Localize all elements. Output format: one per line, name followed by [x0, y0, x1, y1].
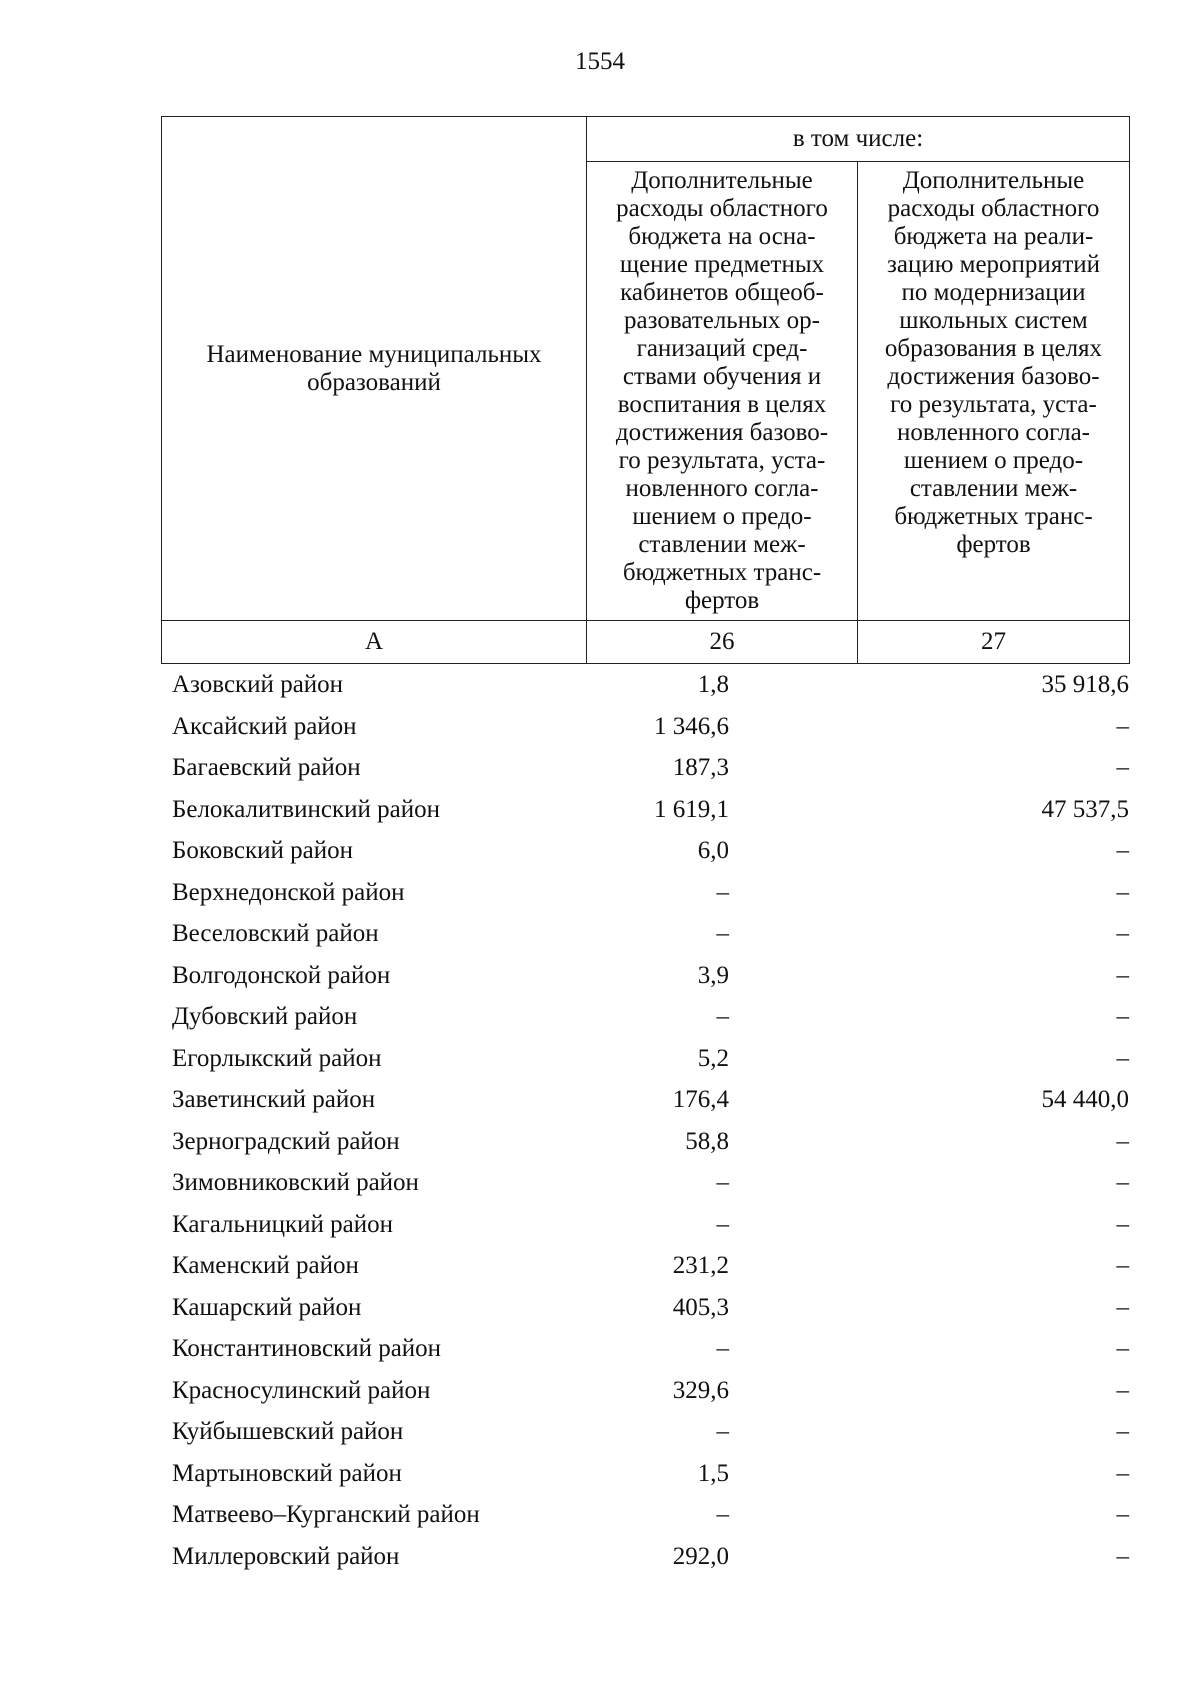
row-value-26: 1,8: [697, 671, 729, 698]
table-row: [161, 1124, 1129, 1166]
table-row: [161, 1207, 1129, 1249]
table-header: [161, 116, 1130, 664]
row-value-26: –: [716, 920, 729, 947]
table-row: [161, 1456, 1129, 1498]
row-value-27: –: [1116, 1335, 1129, 1362]
row-value-26: 405,3: [672, 1293, 729, 1321]
row-name: Азовский район: [172, 671, 344, 698]
column-index-a: А: [162, 621, 587, 664]
row-value-27: –: [1116, 1542, 1129, 1570]
row-value-26: 6,0: [697, 837, 729, 864]
table-row: [161, 958, 1129, 1000]
row-name: Мартыновский район: [172, 1459, 402, 1487]
row-name: Зимовниковский район: [172, 1169, 419, 1196]
row-value-27: –: [1116, 1376, 1129, 1404]
table-row: [161, 1497, 1129, 1539]
table-row: [161, 1331, 1129, 1373]
row-value-26: 3,9: [697, 961, 729, 989]
row-value-27: –: [1116, 1044, 1129, 1072]
row-name: Веселовский район: [172, 920, 379, 947]
row-value-27: –: [1116, 1127, 1129, 1155]
table-row: [161, 833, 1129, 875]
row-value-26: 292,0: [672, 1542, 729, 1570]
row-value-27: –: [1116, 754, 1129, 781]
row-name: Багаевский район: [172, 754, 361, 781]
row-value-26: 176,4: [672, 1086, 729, 1113]
table-row: [161, 792, 1129, 834]
row-name: Заветинский район: [172, 1086, 376, 1113]
row-name: Егорлыкский район: [172, 1044, 382, 1072]
row-value-26: –: [716, 1335, 729, 1362]
table-row: [161, 667, 1129, 709]
row-value-26: –: [716, 1003, 729, 1030]
row-value-26: 329,6: [672, 1376, 729, 1404]
table-row: [161, 709, 1129, 751]
column-group-label: в том числе:: [587, 117, 1130, 162]
row-name: Красносулинский район: [172, 1376, 431, 1404]
row-value-26: 1 619,1: [654, 795, 729, 823]
row-name: Куйбышевский район: [172, 1418, 404, 1445]
column-header-27: Дополнительные расходы областного бюджета на реали- зацию мероприятий по модернизации школьных систем образования в целях достижения базово- го результата, уста- новленного согла- шением о предо- ставлении меж- бюджетных транс- фертов: [858, 162, 1130, 621]
column-index-27: 27: [858, 621, 1130, 664]
row-value-27: –: [1116, 878, 1129, 906]
table-row: [161, 1373, 1129, 1415]
row-name: Константиновский район: [172, 1335, 442, 1362]
row-value-26: 1 346,6: [654, 712, 729, 740]
row-value-26: –: [716, 878, 729, 906]
row-value-26: 5,2: [697, 1044, 729, 1072]
table-row: [161, 1414, 1129, 1456]
table-row: [161, 1290, 1129, 1332]
column-header-26: Дополнительные расходы областного бюджета на осна- щение предметных кабинетов общеоб- разовательных ор- ганизаций сред- ствами обучения и воспитания в целях достижения базово- го результата, уста- новленного согла- шением о предо- ставлении меж- бюджетных транс- фертов: [587, 162, 858, 621]
row-name: Аксайский район: [172, 712, 357, 740]
table-row: [161, 916, 1129, 958]
table-row: [161, 1539, 1129, 1581]
row-value-27: 35 918,6: [1041, 671, 1129, 698]
row-value-27: –: [1116, 1252, 1129, 1279]
row-name: Миллеровский район: [172, 1542, 400, 1570]
row-value-27: –: [1116, 920, 1129, 947]
row-name: Верхнедонской район: [172, 878, 405, 906]
table-row: [161, 1082, 1129, 1124]
row-value-26: 231,2: [672, 1252, 729, 1279]
row-name: Зерноградский район: [172, 1127, 400, 1155]
table-row: [161, 1165, 1129, 1207]
row-value-26: –: [716, 1210, 729, 1238]
row-value-27: –: [1116, 1459, 1129, 1487]
row-value-27: –: [1116, 1293, 1129, 1321]
column-index-26: 26: [587, 621, 858, 664]
table-row: [161, 1248, 1129, 1290]
table-row: [161, 875, 1129, 917]
row-value-26: 1,5: [697, 1459, 729, 1487]
row-name: Боковский район: [172, 837, 353, 864]
row-name: Кагальницкий район: [172, 1210, 394, 1238]
row-name: Каменский район: [172, 1252, 359, 1279]
row-value-27: –: [1116, 1418, 1129, 1445]
row-name: Волгодонской район: [172, 961, 391, 989]
row-value-27: –: [1116, 1003, 1129, 1030]
row-value-27: –: [1116, 1210, 1129, 1238]
table-row: [161, 750, 1129, 792]
row-value-27: –: [1116, 961, 1129, 989]
row-name: Белокалитвинский район: [172, 795, 440, 823]
row-value-27: –: [1116, 712, 1129, 740]
table-body: [161, 667, 1129, 1580]
row-value-26: 187,3: [672, 754, 729, 781]
row-name: Дубовский район: [172, 1003, 358, 1030]
row-value-27: –: [1116, 1501, 1129, 1528]
table-row: [161, 1041, 1129, 1083]
row-value-27: 47 537,5: [1041, 795, 1129, 823]
row-name: Матвеево–Курганский район: [172, 1501, 480, 1528]
row-value-26: –: [716, 1418, 729, 1445]
page-number: 1554: [575, 48, 625, 75]
column-header-name: Наименование муниципальных образований: [162, 117, 587, 621]
row-value-27: 54 440,0: [1041, 1086, 1129, 1113]
table-row: [161, 999, 1129, 1041]
row-value-26: 58,8: [685, 1127, 729, 1155]
row-value-26: –: [716, 1169, 729, 1196]
row-name: Кашарский район: [172, 1293, 362, 1321]
row-value-27: –: [1116, 1169, 1129, 1196]
row-value-26: –: [716, 1501, 729, 1528]
row-value-27: –: [1116, 837, 1129, 864]
